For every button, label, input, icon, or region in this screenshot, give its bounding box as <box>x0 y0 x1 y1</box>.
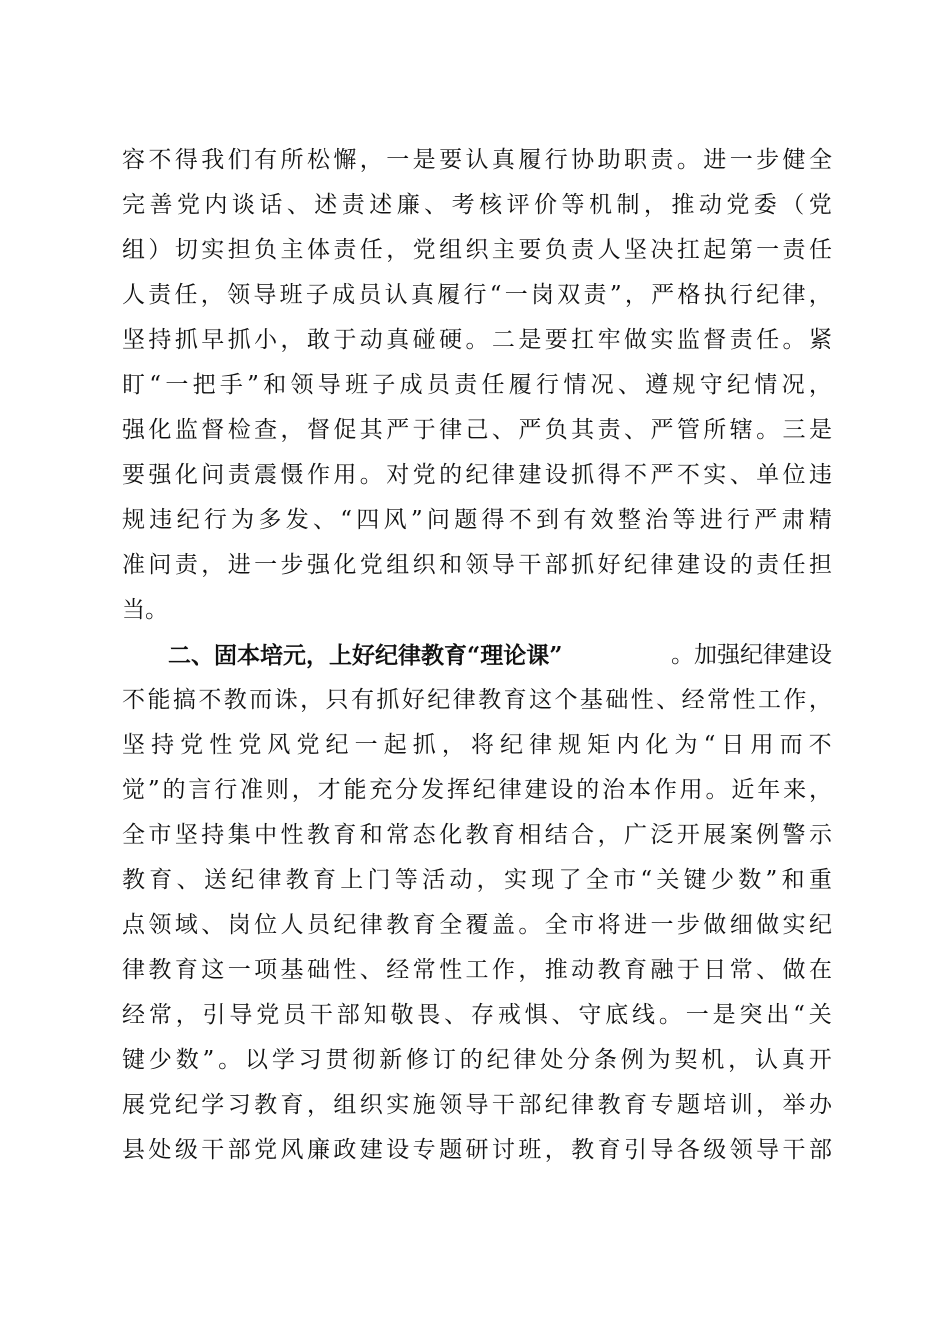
section-heading-line <box>122 633 832 678</box>
section-heading-tail: 。加强纪律建设 <box>671 642 832 668</box>
paragraph-line: 盯 “ 一 把 手 ” 和 领 导 班 子 成 员 责 任 履 行 情 况 、 遵 规 守 纪 情 况 ， <box>122 372 832 398</box>
paragraph-line: 县 处 级 干 部 党 风 廉 政 建 设 专 题 研 讨 班 ， 教 育 引 导 各 级 领 导 干 部 <box>122 1137 832 1163</box>
paragraph-line: 键 少 数 ” 。 以 学 习 贯 彻 新 修 订 的 纪 律 处 分 条 例 为 契 机 ， 认 真 开 <box>122 1047 832 1073</box>
paragraph-line: 准 问 责 ， 进 一 步 强 化 党 组 织 和 领 导 干 部 抓 好 纪 律 建 设 的 责 任 担 <box>122 552 832 578</box>
paragraph-line: 当。 <box>122 597 168 623</box>
paragraph-line: 坚 持 党 性 党 风 党 纪 一 起 抓 ， 将 纪 律 规 矩 内 化 为 “ 日 用 而 不 <box>122 732 832 758</box>
paragraph-line: 要 强 化 问 责 震 慑 作 用 。 对 党 的 纪 律 建 设 抓 得 不 严 不 实 、 单 位 违 <box>122 462 832 488</box>
paragraph-line: 觉 ” 的 言 行 准 则 ， 才 能 充 分 发 挥 纪 律 建 设 的 治 本 作 用 。 近 年 来 ， <box>122 777 832 803</box>
paragraph-line: 律 教 育 这 一 项 基 础 性 、 经 常 性 工 作 ， 推 动 教 育 融 于 日 常 、 做 在 <box>122 957 832 983</box>
section-heading: 二、固本培元，上好纪律教育“理论课” <box>168 642 563 669</box>
document-body <box>122 138 832 1173</box>
paragraph-line: 规 违 纪 行 为 多 发 、 “ 四 风 ” 问 题 得 不 到 有 效 整 治 等 进 行 严 肃 精 <box>122 507 832 533</box>
paragraph-line: 点 领 域 、 岗 位 人 员 纪 律 教 育 全 覆 盖 。 全 市 将 进 一 步 做 细 做 实 纪 <box>122 912 832 938</box>
paragraph-line: 不 能 搞 不 教 而 诛 ， 只 有 抓 好 纪 律 教 育 这 个 基 础 性 、 经 常 性 工 作 ， <box>122 687 832 713</box>
paragraph-line: 容 不 得 我 们 有 所 松 懈 ， 一 是 要 认 真 履 行 协 助 职 责 。 进 一 步 健 全 <box>122 147 832 173</box>
paragraph-line: 全 市 坚 持 集 中 性 教 育 和 常 态 化 教 育 相 结 合 ， 广 泛 开 展 案 例 警 示 <box>122 822 832 848</box>
paragraph-line: 展 党 纪 学 习 教 育 ， 组 织 实 施 领 导 干 部 纪 律 教 育 专 题 培 训 ， 举 办 <box>122 1092 832 1118</box>
paragraph-line: 组 ） 切 实 担 负 主 体 责 任 ， 党 组 织 主 要 负 责 人 坚 决 扛 起 第 一 责 任 <box>122 237 832 263</box>
paragraph-line: 完 善 党 内 谈 话 、 述 责 述 廉 、 考 核 评 价 等 机 制 ， 推 动 党 委 （ 党 <box>122 192 832 218</box>
paragraph-line: 强 化 监 督 检 查 ， 督 促 其 严 于 律 己 、 严 负 其 责 、 严 管 所 辖 。 三 是 <box>122 417 832 443</box>
paragraph-line: 经 常 ， 引 导 党 员 干 部 知 敬 畏 、 存 戒 惧 、 守 底 线 。 一 是 突 出 “ 关 <box>122 1002 832 1028</box>
paragraph-line: 教 育 、 送 纪 律 教 育 上 门 等 活 动 ， 实 现 了 全 市 “ 关 键 少 数 ” 和 重 <box>122 867 832 893</box>
paragraph-line: 人 责 任 ， 领 导 班 子 成 员 认 真 履 行 “ 一 岗 双 责 ” ， 严 格 执 行 纪 律 ， <box>122 282 832 308</box>
paragraph-line: 坚 持 抓 早 抓 小 ， 敢 于 动 真 碰 硬 。 二 是 要 扛 牢 做 实 监 督 责 任 。 紧 <box>122 327 832 353</box>
